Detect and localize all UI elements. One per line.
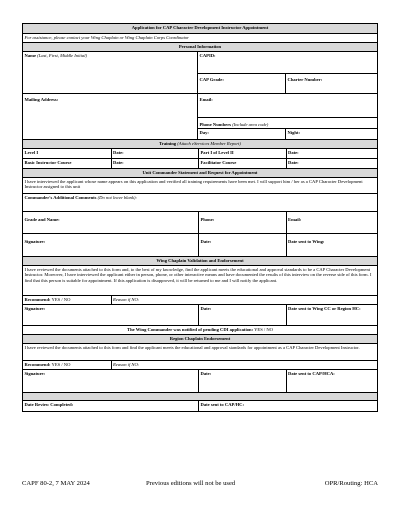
wing-date-field[interactable]: Date:: [198, 305, 286, 325]
wing-notified-row: [23, 325, 377, 334]
training-header-hint: (Attach eServices Member Report): [177, 141, 241, 146]
commander-comments-row: [23, 193, 377, 211]
night-phone-field[interactable]: Night:: [285, 129, 377, 139]
day-night-row: [197, 128, 377, 139]
level-1-date-field[interactable]: Date:: [111, 149, 199, 158]
region-signature-row: [23, 369, 377, 392]
wing-signature-field[interactable]: Signature:: [24, 306, 46, 311]
commander-signature-row: [23, 233, 377, 256]
region-date-field[interactable]: Date:: [198, 370, 286, 392]
address-row: [23, 93, 377, 139]
wing-recommend-value: YES / NO: [51, 297, 71, 302]
region-recommend-field[interactable]: [23, 361, 111, 369]
region-date-sent-field[interactable]: Date sent to CAP/HCA:: [286, 370, 377, 392]
training-header-label: Training: [159, 141, 177, 146]
capid-field[interactable]: CAPID:: [197, 52, 377, 73]
region-statement-row: [23, 343, 377, 360]
phone-numbers-hint: (Include area code): [232, 121, 269, 127]
opr-routing: OPR/Routing: HCA: [324, 480, 378, 487]
region-statement: I have reviewed the documents attached to this form and find the applicant meets the educational and approval standards for appointment as a CAP Character Development Instructor.: [24, 345, 360, 350]
assistance-row: [23, 33, 377, 42]
wing-recommend-label: Recommend:: [24, 297, 51, 302]
facilitator-course-label: Facilitator Course: [198, 159, 286, 168]
wing-notified-field[interactable]: [23, 326, 377, 334]
commander-contact-row: [23, 211, 377, 233]
review-row: [23, 400, 377, 411]
commander-comments-field[interactable]: [23, 194, 377, 211]
contact-block: [197, 94, 377, 139]
form-title-row: [23, 24, 377, 33]
phone-numbers-label-cell: [197, 117, 377, 129]
commander-comments-hint: (Do not leave blank):: [97, 195, 138, 200]
commander-statement-row: [23, 177, 377, 193]
wing-statement-row: [23, 265, 377, 295]
wing-date-sent-field[interactable]: Date sent to Wing CC or Region HC:: [286, 305, 377, 325]
wing-statement: I have reviewed the documents attached to this form and, to the best of my knowledge, find the applicant meets the educational and approval standards to be a CAP Character Development Instructor. Moreover, I have interviewed the applicant either in person, phone, or other interactive means and have documented the results of this interview on the reverse side of this form. I find that this person is suitable for appointment. If this application is disapproved, it will be returned to me and I will notify the applicant.: [24, 267, 372, 283]
wing-recommend-row: [23, 295, 377, 304]
personal-header-row: [23, 42, 377, 51]
commander-signature-field[interactable]: Signature:: [24, 239, 46, 244]
wing-header: Wing Chaplain Validation and Endorsement: [156, 258, 244, 263]
region-header: Region Chaplain Endorsement: [169, 336, 231, 341]
date-sent-hc-field[interactable]: Date sent to CAP/HC:: [198, 401, 377, 411]
assistance-text: For assistance, please contact your Wing Chaplain or Wing Chaplain Corps Coordinator: [24, 35, 189, 40]
part-1-level-2-label: Part I of Level II: [198, 149, 286, 158]
commander-header: Unit Commander Statement and Request for Appointment: [142, 170, 258, 175]
cap-grade-field[interactable]: CAP Grade:: [197, 74, 285, 93]
basic-instructor-label: Basic Instructor Course: [24, 160, 72, 165]
region-recommend-label: Recommend:: [24, 362, 51, 367]
training-header-row: [23, 139, 377, 148]
region-recommend-value: YES / NO: [51, 362, 71, 367]
commander-date-sent-field[interactable]: Date sent to Wing:: [286, 234, 377, 256]
region-separator-cell: [23, 393, 377, 400]
wing-header-row: [23, 256, 377, 265]
mailing-address-field[interactable]: Mailing Address:: [24, 97, 59, 102]
training-row-1: [23, 148, 377, 158]
region-reason-field[interactable]: Reason if NO:: [111, 361, 377, 369]
wing-recommend-field[interactable]: [23, 296, 111, 304]
wing-signature-row: [23, 304, 377, 325]
form-id: CAPF 80-2, 7 MAY 2024: [22, 480, 90, 487]
name-label: Name: [24, 53, 36, 58]
commander-email-field[interactable]: Email:: [286, 212, 377, 233]
region-recommend-row: [23, 360, 377, 369]
part-1-level-2-date-field[interactable]: Date:: [286, 149, 377, 158]
commander-statement: I have interviewed the applicant whose name appears on this application and verified all training requirements have been met. I will support him / her as a CAP Character Development Instructor assigned to this unit: [24, 179, 363, 190]
editions-notice: Previous editions will not be used: [146, 480, 236, 487]
level-1-label: Level I: [24, 150, 39, 155]
phone-numbers-label: Phone Numbers: [199, 121, 232, 127]
training-header: [23, 140, 377, 148]
commander-date-field[interactable]: Date:: [198, 234, 286, 256]
date-review-completed-field[interactable]: Date Review Completed:: [24, 402, 74, 407]
name-row: [23, 51, 377, 93]
commander-grade-name-field[interactable]: Grade and Name:: [24, 217, 60, 222]
charter-number-field[interactable]: Charter Number:: [285, 74, 377, 93]
basic-instructor-date-field[interactable]: Date:: [111, 159, 199, 168]
grade-charter-row: [197, 73, 377, 93]
region-signature-field[interactable]: Signature:: [24, 371, 46, 376]
commander-comments-label: Commander's Additional Comments: [24, 195, 97, 200]
wing-notified-label: The Wing Commander was notified of pending CDI application:: [127, 327, 254, 332]
form-title: Application for CAP Character Development Instructor Appointment: [131, 25, 269, 30]
id-block: [197, 52, 377, 93]
wing-reason-field[interactable]: Reason if NO:: [111, 296, 377, 304]
email-field[interactable]: Email:: [197, 94, 377, 117]
name-hint: (Last, First, Middle Initial): [37, 53, 88, 58]
commander-phone-field[interactable]: Phone:: [198, 212, 286, 233]
name-field[interactable]: [23, 52, 197, 94]
training-row-2: [23, 158, 377, 168]
facilitator-course-date-field[interactable]: Date:: [286, 159, 377, 168]
day-phone-field[interactable]: Day:: [197, 129, 285, 139]
region-separator: [23, 392, 377, 400]
region-header-row: [23, 334, 377, 343]
wing-notified-value: YES / NO: [254, 327, 273, 332]
commander-header-row: [23, 168, 377, 177]
personal-header: Personal Information: [178, 44, 222, 49]
application-form: [22, 23, 378, 412]
